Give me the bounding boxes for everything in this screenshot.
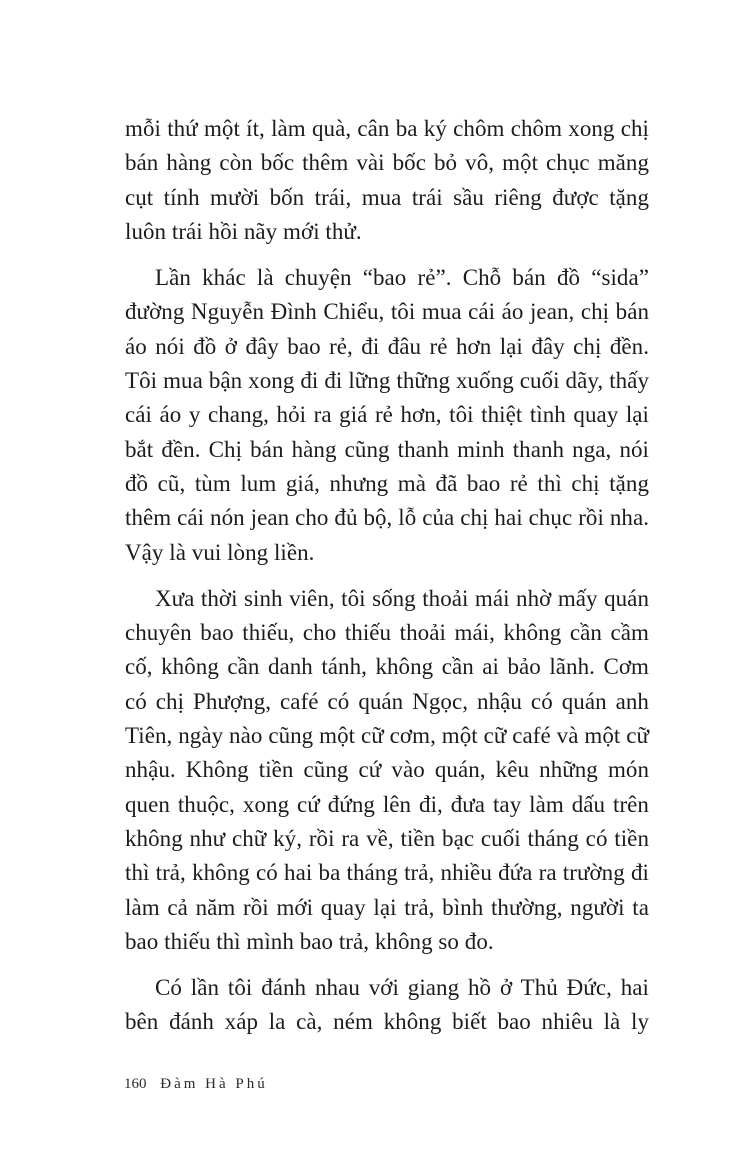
author-name: Đàm Hà Phú [160,1076,268,1092]
paragraph-2: Lần khác là chuyện “bao rẻ”. Chỗ bán đồ “sida” đường Nguyễn Đình Chiểu, tôi mua cái áo jean, chị bán áo nói đồ ở đây bao rẻ, đi đâu rẻ hơn lại đây chị đền. Tôi mua bận xong đi đi lững thững xuống cuối dãy, thấy cái áo y chang, hỏi ra giá rẻ hơn, tôi thiệt tình quay lại bắt đền. Chị bán hàng cũng thanh minh thanh nga, nói đồ cũ, tùm lum giá, nhưng mà đã bao rẻ thì chị tặng thêm cái nón jean cho đủ bộ, lỗ của chị hai chục rồi nha. Vậy là vui lòng liền. [125,265,649,565]
page-number: 160 [124,1076,147,1092]
paragraph-1: mỗi thứ một ít, làm quà, cân ba ký chôm chôm xong chị bán hàng còn bốc thêm vài bốc bỏ vô, một chục măng cụt tính mười bốn trái, mua trái sầu riêng được tặng luôn trái hồi nãy mới thử. [125,116,649,244]
paragraph-3: Xưa thời sinh viên, tôi sống thoải mái nhờ mấy quán chuyên bao thiếu, cho thiếu thoải mái, không cần cầm cố, không cần danh tánh, không cần ai bảo lãnh. Cơm có chị Phượng, café có quán Ngọc, nhậu có quán anh Tiên, ngày nào cũng một cữ cơm, một cữ café và một cữ nhậu. Không tiền cũng cứ vào quán, kêu những món quen thuộc, xong cứ đứng lên đi, đưa tay làm dấu trên không như chữ ký, rồi ra về, tiền bạc cuối tháng có tiền thì trả, không có hai ba tháng trả, nhiều đứa ra trường đi làm cả năm rồi mới quay lại trả, bình thường, người ta bao thiếu thì mình bao trả, không so đo. [125,585,649,954]
body-text [125,112,649,1052]
page-footer [124,1076,268,1093]
paragraph-4: Có lần tôi đánh nhau với giang hồ ở Thủ Đức, hai bên đánh xáp la cà, ném không biết bao nhiêu là ly [125,975,649,1035]
